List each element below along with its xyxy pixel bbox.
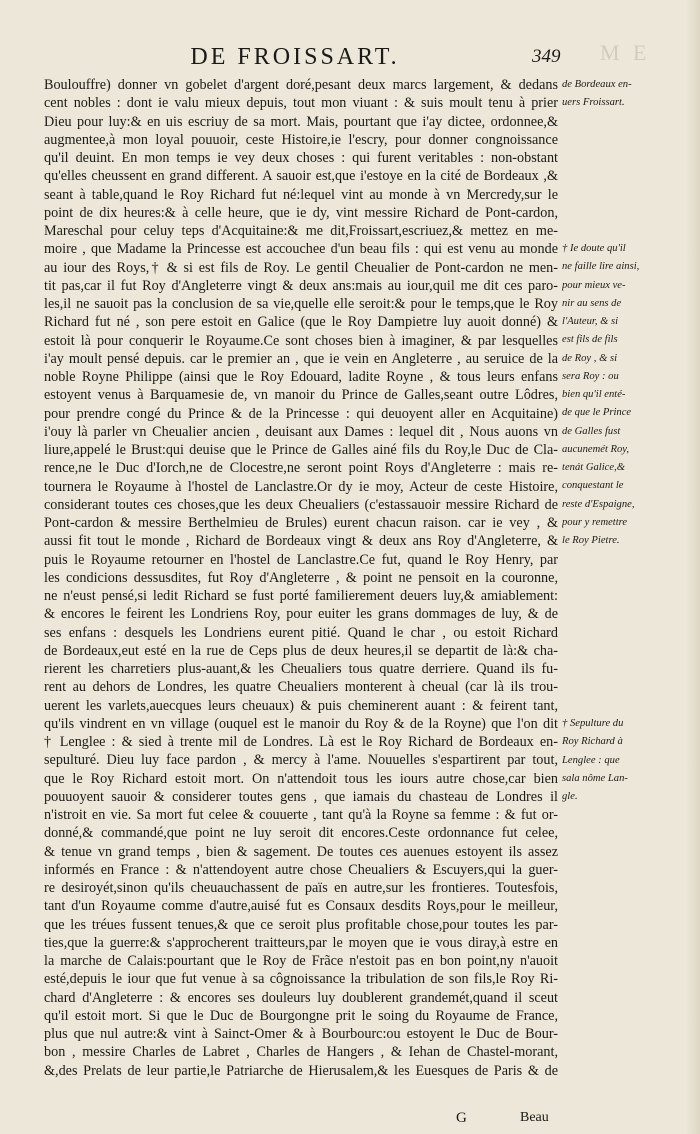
- text-line: Pont-cardon & messire Berthelmieu de Brules) eurent chacun raison. car ie vey , &: [44, 515, 558, 531]
- margin-note-line: de que le Prince: [562, 407, 632, 419]
- text-line: tournera le Royaume à l'hostel de Lanclastre.Or dy ie moy, Acteur de ceste Histoire,: [44, 478, 558, 495]
- margin-note-line: Lenglee : que: [562, 754, 620, 766]
- margin-note-bordeaux: [562, 76, 666, 113]
- text-line: estoyent venus à Barquamesie de, vn manoir du Prince de Galles,seant outre Lôdres,: [44, 387, 558, 404]
- text-line: les condicions dessusdites, fut Roy d'Angleterre , & point ne pensoit en la couronne,: [44, 569, 558, 586]
- text-line: pouuoyent sauoir & considerer toutes gens , que iamais du chasteau de Londres il: [44, 788, 558, 805]
- margin-note-line: sala nôme Lan-: [562, 772, 628, 784]
- text-line: re desiroyét,sinon qu'ils cheuauchassent de païs en autre,sur les frontieres. Toutesfois,: [44, 880, 558, 896]
- text-line: estoit là pour conquerir le Royaume.Ce sont choses bien à imaginer, & par lesquelles: [44, 332, 558, 349]
- running-title: DE FROISSART.: [190, 44, 400, 70]
- text-line: Boulouffre) donner vn gobelet d'argent doré,pesant deux marcs largement, & dedans: [44, 77, 558, 93]
- text-line: rence,ne le Duc d'Iorch,ne de Clocestre,ne seront point Roys d'Angleterre : mais re-: [44, 460, 558, 477]
- margin-note-line: gle.: [562, 791, 578, 802]
- text-line: tit pas,car il fut Roy d'Angleterre vingt & deux ans:mais au iour,quil me dit ces paro-: [44, 277, 558, 294]
- page-number: 349: [532, 46, 561, 67]
- page-edge-shadow: [686, 0, 700, 1134]
- text-line: ne n'eust pensé,si ledit Richard se fust porté familierement deuers luy,& amiablement:: [44, 588, 558, 604]
- margin-note-line: conquestant le: [562, 480, 624, 492]
- text-line: que les tréues fussent tenues,& que ce seroit plus profitable chose,pour toutes les par-: [44, 916, 558, 933]
- body-text: [44, 76, 558, 1080]
- margin-note-line: sera Roy : ou: [562, 370, 619, 382]
- text-line: augmentee,à mon loyal pouuoir, ceste Histoire,ie l'escry, pour donner congnoissance: [44, 131, 558, 148]
- text-line: &,des Prelats de leur partie,le Patriarche de Hierusalem,& les Euesques de Paris & de: [44, 1062, 558, 1079]
- text-line: que le Roy Richard estoit mort. On n'attendoit tous les iours autre chose,car bien: [44, 770, 558, 787]
- text-line: la marche de Calais:pourtant que le Roy de Frãce n'estoit pas en bon point,ny n'auoit: [44, 953, 558, 969]
- signature-mark: G: [456, 1110, 467, 1126]
- text-line: qu'il deuint. En mon temps ie vey deux choses : qui furent veritables : non-obstant: [44, 150, 558, 166]
- text-line: donné,& commandé,que point ne luy seroit dit encores.Ceste ordonnance fut celee,: [44, 825, 558, 842]
- text-line: Dieu pour luy:& en uis escriuy de sa mort. Mais, pourtant que i'ay dictee, ordonnee,&: [44, 113, 558, 130]
- margin-note-line: nir au sens de: [562, 297, 622, 309]
- text-line: qu'il estoit mort. Si que le Duc de Bourgongne prit le soing du Royaume de France,: [44, 1007, 558, 1024]
- margin-note-line: de Bordeaux en-: [562, 79, 632, 90]
- text-line: † Lenglee : & sied à trente mil de Londres. Là est le Roy Richard de Bordeaux en-: [44, 734, 558, 750]
- text-line: moire , que Madame la Princesse est accouchee d'un beau fils : qui est venu au monde: [44, 241, 558, 258]
- text-line: rent au dehors de Londres, les quatre Cheualiers monterent à cheual (car là ils trou-: [44, 679, 558, 696]
- text-line: Mareschal pour celuy teps d'Acquitaine:& me dit,Froissart,escriuez,& mettez en me-: [44, 223, 558, 239]
- margin-note-line: bien qu'il enté-: [562, 389, 626, 400]
- text-line: seant à table,quand le Roy Richard fut né:lequel vint au monde à vn Mercredy,sur le: [44, 186, 558, 203]
- text-line: les,il ne sauoit pas la conclusion de sa vie,quelle elle seroit:& pour le temps,que le Roy: [44, 296, 558, 312]
- margin-note-roy: [562, 240, 666, 550]
- text-line: au iour des Roys,† & si est fils de Roy. Le gentil Cheualier de Pont-cardon ne men-: [44, 259, 558, 276]
- text-line: Richard fut né , son pere estoit en Galice (que le Roy Dampietre luy auoit donné) &: [44, 314, 558, 331]
- text-line: noble Royne Philippe (ainsi que le Roy Edouard, ladite Royne , & tous leurs enfans: [44, 369, 558, 385]
- text-line: i'ay moult pensé depuis. car le premier an , que ie vein en Angleterre , au seruice de la: [44, 350, 558, 367]
- margin-note-line: pour mieux ve-: [562, 279, 626, 291]
- margin-note-sepulture: [562, 715, 666, 806]
- margin-note-line: de Roy , & si: [562, 352, 618, 364]
- text-line: cent nobles : dont ie valu mieux depuis, tout mon viuant : & suis moult tenu à prier: [44, 95, 558, 112]
- margin-note-line: aucunemét Roy,: [562, 443, 630, 455]
- text-line: pour prendre congé du Prince & de la Princesse : qui deuoyent aller en Acquitaine): [44, 405, 558, 422]
- text-line: rierent les charretiers plus-auant,& les Cheualiers tous quatre derriere. Quand ils fu-: [44, 661, 558, 677]
- text-line: informés en France : & n'attendoyent autre chose Cheualiers & Escuyers,qui la guer-: [44, 861, 558, 878]
- text-line: aussi fit tout le monde , Richard de Bordeaux vingt & deux ans Roy d'Angleterre, &: [44, 533, 558, 550]
- margin-note-line: l'Auteur, & si: [562, 316, 619, 327]
- text-line: sepulturé. Dieu luy face pardon , & mercy à l'ame. Nouuelles s'espartirent par tout,: [44, 752, 558, 769]
- margin-note-line: ne faille lire ainsi,: [562, 261, 640, 273]
- margin-note-line: uers Froissart.: [562, 97, 625, 109]
- text-line: considerant toutes ces choses,que les deux Cheualiers (c'estassauoir messire Richard de: [44, 496, 558, 513]
- margin-note-line: de Galles fust: [562, 425, 621, 437]
- catchword: Beau: [520, 1110, 549, 1125]
- margin-note-line: Roy Richard à: [562, 736, 623, 748]
- text-line: bon , messire Charles de Labret , Charles de Hangers , & Iehan de Chastel-morant,: [44, 1044, 558, 1061]
- text-line: puis le Royaume retourner en l'hostel de Lanclastre.Ce fut, quand le Roy Henry, par: [44, 551, 558, 568]
- text-line: plus que nul autre:& vint à Sainct-Omer & à Bourbourc:ou estoyent le Duc de Bour-: [44, 1026, 558, 1042]
- text-line: & encores le feirent les Londriens Roy, pour euiter les grans dommages de luy, & de: [44, 606, 558, 623]
- text-line: uerent les varlets,auecques leurs cheuaux) & puis cheminerent auant : & feirent tant,: [44, 697, 558, 714]
- margin-note-line: tenát Galice,&: [562, 462, 625, 473]
- margin-note-line: est fils de fils: [562, 334, 618, 346]
- text-line: qu'elles cheussent en grand different. A sauoir est,que i'estoye en la cité de Bordeaux ,&: [44, 168, 558, 185]
- margin-note-line: pour y remettre: [562, 516, 628, 528]
- text-line: n'istroit en vie. Sa mort fut celee & couuerte , tant qu'à la Royne sa femme : & fut or-: [44, 807, 558, 823]
- margin-note-line: † Ie doute qu'il: [562, 243, 626, 254]
- text-line: qu'ils vindrent en vn village (ouquel est le manoir du Roy & de la Royne) que l'on dit: [44, 715, 558, 732]
- text-line: tant d'un Royaume comme d'autre,auisé fut es Consaux desdits Roys,pour le meilleur,: [44, 898, 558, 915]
- bleed-through-text: M E: [600, 40, 651, 65]
- margin-note-line: † Sepulture du: [562, 718, 624, 729]
- text-line: chard d'Angleterre : & encores ses douleurs luy doublerent grandemét,quand il sceut: [44, 989, 558, 1006]
- text-line: liure,appelé le Brust:qui deuise que le Prince de Galles ainé fils du Roy,le Duc de Cla-: [44, 442, 558, 458]
- margin-note-line: reste d'Espaigne,: [562, 498, 635, 510]
- text-line: point de dix heures:& à celle heure, que ie dy, vint messire Richard de Pont-cardon,: [44, 204, 558, 221]
- text-line: ties,que la guerre:& s'approcherent traitteurs,par le moyen que ie vous diray,à estre en: [44, 934, 558, 951]
- text-line: & tenue vn grand temps , bien & sagement. De toutes ces auenues estoyent ils assez: [44, 843, 558, 860]
- text-line: esté,depuis le iour que fut venue à sa côgnoissance la tribulation de son fils,le Roy Ri-: [44, 971, 558, 988]
- text-line: ses enfans : desquels les Londriens eurent pitié. Quand le char , ou estoit Richard: [44, 624, 558, 641]
- text-line: i'ouy là parler vn Cheualier ancien , deuisant aux Dames : lequel dit , Nous auons vn: [44, 423, 558, 440]
- text-line: de Bordeaux,eut esté en la rue de Ceps plus de deux heures,il se departit de là:& cha-: [44, 642, 558, 659]
- margin-note-line: le Roy Pietre.: [562, 535, 620, 546]
